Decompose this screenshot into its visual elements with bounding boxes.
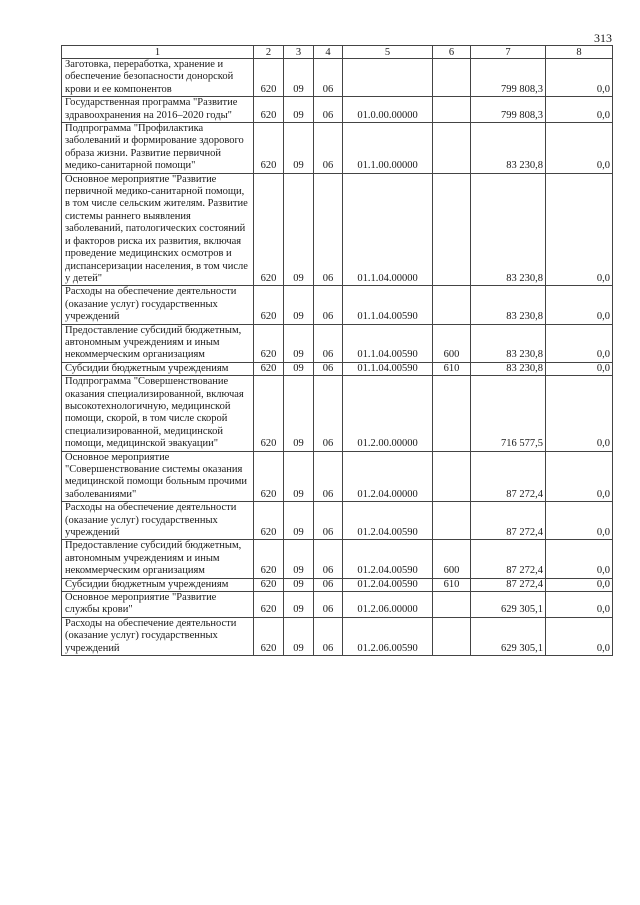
table-row <box>62 540 613 578</box>
row-section-code: 620 <box>254 324 284 362</box>
row-target-article: 01.1.04.00590 <box>343 362 433 375</box>
row-amount: 83 230,8 <box>471 324 546 362</box>
row-amount: 87 272,4 <box>471 502 546 540</box>
row-section-code: 620 <box>254 362 284 375</box>
row-amount: 83 230,8 <box>471 123 546 174</box>
row-subsection-code: 09 <box>284 578 314 591</box>
row-expense-type <box>433 592 471 618</box>
table-row <box>62 376 613 451</box>
header-cell: 2 <box>254 46 284 59</box>
row-amount-2: 0,0 <box>546 123 613 174</box>
row-section-code: 620 <box>254 376 284 451</box>
row-expense-type: 610 <box>433 362 471 375</box>
row-expense-type <box>433 286 471 324</box>
row-section-code: 620 <box>254 592 284 618</box>
row-target-article: 01.2.04.00590 <box>343 578 433 591</box>
row-description: Основное мероприятие "Совершенствование системы оказания медицинской помощи больным прочими заболеваниями" <box>62 451 254 502</box>
row-subsection-code-2: 06 <box>314 362 343 375</box>
row-section-code: 620 <box>254 617 284 655</box>
row-expense-type: 600 <box>433 540 471 578</box>
row-section-code: 620 <box>254 286 284 324</box>
row-amount-2: 0,0 <box>546 451 613 502</box>
row-section-code: 620 <box>254 123 284 174</box>
row-subsection-code-2: 06 <box>314 173 343 286</box>
row-target-article: 01.2.06.00000 <box>343 592 433 618</box>
row-description: Подпрограмма "Профилактика заболеваний и формирование здорового образа жизни. Развитие первичной медико-санитарной помощи" <box>62 123 254 174</box>
row-target-article: 01.2.04.00590 <box>343 540 433 578</box>
row-amount-2: 0,0 <box>546 502 613 540</box>
row-subsection-code: 09 <box>284 286 314 324</box>
row-description: Основное мероприятие "Развитие службы крови" <box>62 592 254 618</box>
row-amount-2: 0,0 <box>546 97 613 123</box>
row-amount-2: 0,0 <box>546 59 613 97</box>
row-target-article: 01.1.04.00590 <box>343 324 433 362</box>
row-subsection-code: 09 <box>284 59 314 97</box>
table-header-row <box>62 46 613 59</box>
row-expense-type <box>433 123 471 174</box>
budget-table <box>61 45 613 656</box>
table-row <box>62 502 613 540</box>
row-amount: 87 272,4 <box>471 540 546 578</box>
table-row <box>62 592 613 618</box>
row-subsection-code-2: 06 <box>314 451 343 502</box>
table-row <box>62 324 613 362</box>
row-amount-2: 0,0 <box>546 286 613 324</box>
table-row <box>62 451 613 502</box>
row-subsection-code: 09 <box>284 173 314 286</box>
row-subsection-code: 09 <box>284 362 314 375</box>
row-section-code: 620 <box>254 451 284 502</box>
table-row <box>62 362 613 375</box>
row-section-code: 620 <box>254 59 284 97</box>
row-target-article: 01.0.00.00000 <box>343 97 433 123</box>
row-section-code: 620 <box>254 97 284 123</box>
row-subsection-code: 09 <box>284 376 314 451</box>
row-amount: 83 230,8 <box>471 362 546 375</box>
row-amount-2: 0,0 <box>546 324 613 362</box>
row-amount-2: 0,0 <box>546 173 613 286</box>
row-subsection-code: 09 <box>284 451 314 502</box>
row-amount: 799 808,3 <box>471 59 546 97</box>
row-amount: 629 305,1 <box>471 592 546 618</box>
row-subsection-code: 09 <box>284 592 314 618</box>
row-subsection-code-2: 06 <box>314 286 343 324</box>
row-subsection-code: 09 <box>284 617 314 655</box>
header-cell: 5 <box>343 46 433 59</box>
row-description: Расходы на обеспечение деятельности (оказание услуг) государственных учреждений <box>62 617 254 655</box>
row-target-article: 01.2.04.00000 <box>343 451 433 502</box>
row-target-article <box>343 59 433 97</box>
header-cell: 7 <box>471 46 546 59</box>
row-section-code: 620 <box>254 540 284 578</box>
row-expense-type: 600 <box>433 324 471 362</box>
row-amount-2: 0,0 <box>546 362 613 375</box>
header-cell: 4 <box>314 46 343 59</box>
row-target-article: 01.1.04.00000 <box>343 173 433 286</box>
row-section-code: 620 <box>254 502 284 540</box>
row-amount-2: 0,0 <box>546 540 613 578</box>
row-subsection-code: 09 <box>284 123 314 174</box>
row-description: Подпрограмма "Совершенствование оказания специализированной, включая высокотехнологичную, медицинской помощи, скорой, в том числе скорой специализированной, медицинской помощи, медицинской эвакуации" <box>62 376 254 451</box>
table-row <box>62 97 613 123</box>
header-cell: 1 <box>62 46 254 59</box>
table-row <box>62 173 613 286</box>
row-description: Основное мероприятие "Развитие первичной медико-санитарной помощи, в том числе сельским жителям. Развитие системы раннего выявления заболеваний, патологических состояний и факторов риска их развития, включая проведение медицинских осмотров и диспансеризации населения, в том числе у детей" <box>62 173 254 286</box>
row-subsection-code-2: 06 <box>314 376 343 451</box>
page-number: 313 <box>594 31 612 45</box>
row-subsection-code-2: 06 <box>314 59 343 97</box>
row-expense-type <box>433 97 471 123</box>
row-amount: 629 305,1 <box>471 617 546 655</box>
header-cell: 3 <box>284 46 314 59</box>
row-expense-type: 610 <box>433 578 471 591</box>
row-amount-2: 0,0 <box>546 376 613 451</box>
row-description: Расходы на обеспечение деятельности (оказание услуг) государственных учреждений <box>62 502 254 540</box>
row-description: Расходы на обеспечение деятельности (оказание услуг) государственных учреждений <box>62 286 254 324</box>
row-subsection-code: 09 <box>284 540 314 578</box>
table-row <box>62 617 613 655</box>
row-subsection-code-2: 06 <box>314 578 343 591</box>
row-subsection-code-2: 06 <box>314 502 343 540</box>
header-cell: 8 <box>546 46 613 59</box>
table-row <box>62 123 613 174</box>
row-amount: 87 272,4 <box>471 578 546 591</box>
row-subsection-code: 09 <box>284 97 314 123</box>
row-amount: 87 272,4 <box>471 451 546 502</box>
row-amount: 799 808,3 <box>471 97 546 123</box>
row-target-article: 01.2.04.00590 <box>343 502 433 540</box>
row-amount-2: 0,0 <box>546 578 613 591</box>
row-expense-type <box>433 376 471 451</box>
row-section-code: 620 <box>254 578 284 591</box>
row-expense-type <box>433 173 471 286</box>
row-target-article: 01.2.00.00000 <box>343 376 433 451</box>
row-subsection-code-2: 06 <box>314 97 343 123</box>
row-subsection-code-2: 06 <box>314 592 343 618</box>
row-amount-2: 0,0 <box>546 592 613 618</box>
row-description: Предоставление субсидий бюджетным, автономным учреждениям и иным некоммерческим организациям <box>62 540 254 578</box>
row-expense-type <box>433 451 471 502</box>
row-expense-type <box>433 59 471 97</box>
row-subsection-code-2: 06 <box>314 540 343 578</box>
row-target-article: 01.1.04.00590 <box>343 286 433 324</box>
table-row <box>62 59 613 97</box>
table-row <box>62 578 613 591</box>
row-subsection-code-2: 06 <box>314 617 343 655</box>
row-target-article: 01.1.00.00000 <box>343 123 433 174</box>
row-expense-type <box>433 502 471 540</box>
row-subsection-code-2: 06 <box>314 123 343 174</box>
row-target-article: 01.2.06.00590 <box>343 617 433 655</box>
row-description: Предоставление субсидий бюджетным, автономным учреждениям и иным некоммерческим организациям <box>62 324 254 362</box>
row-description: Субсидии бюджетным учреждениям <box>62 362 254 375</box>
row-description: Субсидии бюджетным учреждениям <box>62 578 254 591</box>
row-subsection-code: 09 <box>284 324 314 362</box>
row-section-code: 620 <box>254 173 284 286</box>
row-amount-2: 0,0 <box>546 617 613 655</box>
header-cell: 6 <box>433 46 471 59</box>
row-amount: 83 230,8 <box>471 286 546 324</box>
row-amount: 83 230,8 <box>471 173 546 286</box>
row-amount: 716 577,5 <box>471 376 546 451</box>
row-expense-type <box>433 617 471 655</box>
row-description: Заготовка, переработка, хранение и обеспечение безопасности донорской крови и ее компонентов <box>62 59 254 97</box>
row-subsection-code-2: 06 <box>314 324 343 362</box>
row-subsection-code: 09 <box>284 502 314 540</box>
row-description: Государственная программа "Развитие здравоохранения на 2016–2020 годы" <box>62 97 254 123</box>
table-row <box>62 286 613 324</box>
